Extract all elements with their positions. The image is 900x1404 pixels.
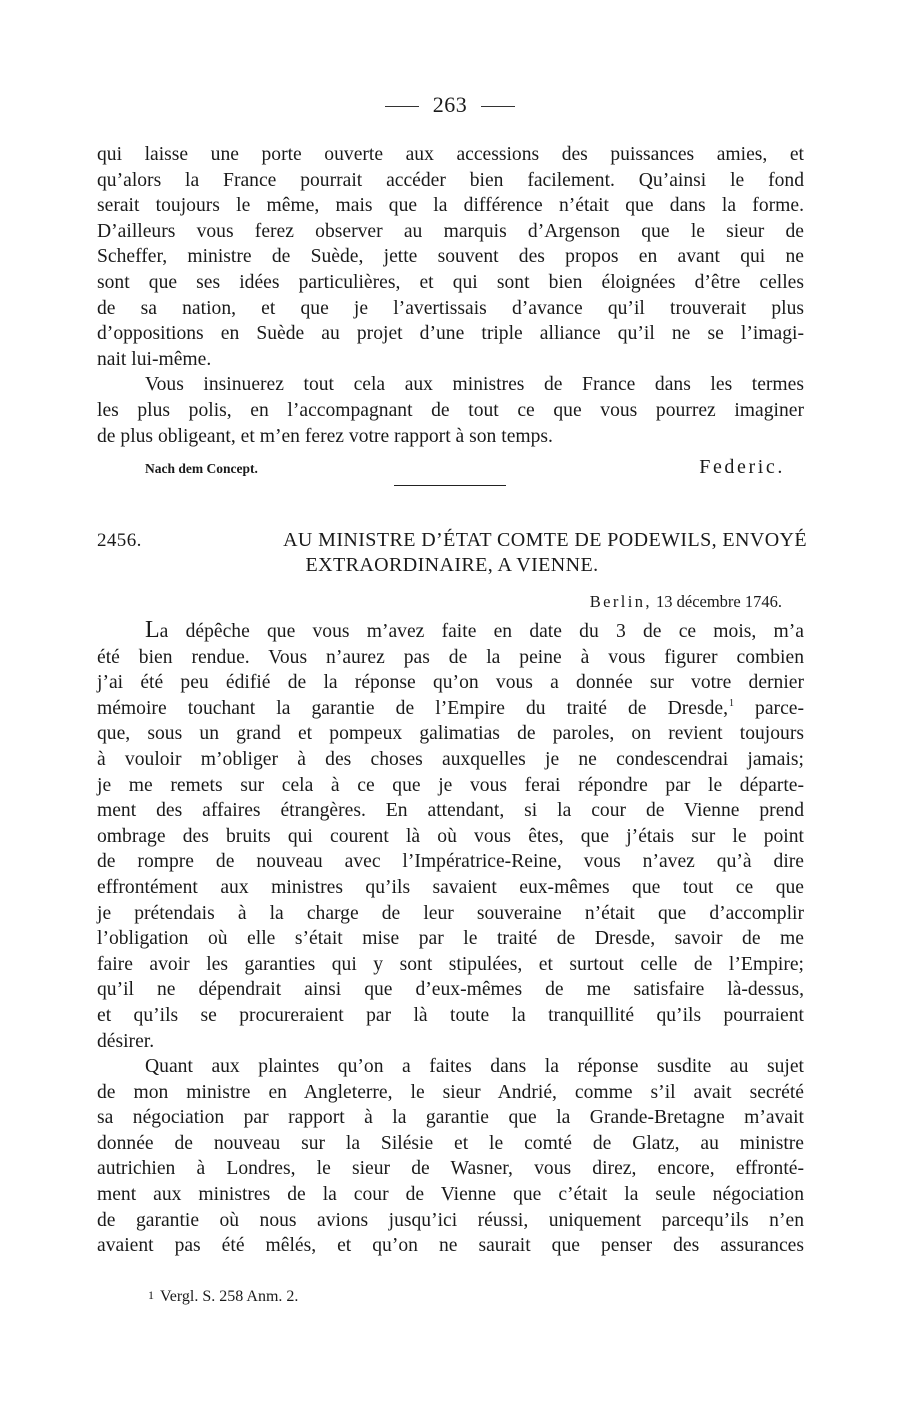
text-line: serait toujours le même, mais que la différence n’était que dans la forme. [97,195,804,217]
text-line: désirer. [97,1030,155,1052]
text-line: de sa nation, et que je l’avertissais d’avance qu’il trouverait plus [97,297,804,319]
letter-heading [97,528,807,578]
dateline-place: Berlin, [589,592,652,611]
dateline [590,592,782,612]
letter-number: 2456. [97,530,142,551]
text-line [97,696,804,722]
text-line: de rompre de nouveau avec l’Impératrice-Reine, vous n’avez qu’à dire [97,851,804,873]
text-line: autrichien à Londres, le sieur de Wasner, vous direz, encore, effronté- [97,1158,804,1180]
text-line: d’oppositions en Suède au projet d’une triple alliance qu’il ne se l’imagi- [97,323,804,345]
text-line: je me remets sur cela à ce que je vous ferai répondre par le départe- [97,774,804,796]
heading-line-1 [97,528,807,553]
text-line: été bien rendue. Vous n’aurez pas de la peine à vous figurer combien [97,646,804,668]
text-line: l’obligation où elle s’était mise par le traité de Dresde, savoir de me [97,928,804,950]
header-dash-right [481,106,515,107]
text-line: qu’alors la France pourrait accéder bien facilement. Qu’ainsi le fond [97,169,804,191]
text-line: donnée de nouveau sur la Silésie et le comté de Glatz, au ministre [97,1132,804,1154]
signature: Federic. [699,456,785,478]
text-line: de mon ministre en Angleterre, le sieur Andrié, comme s’il avait secrété [97,1081,804,1103]
text-line: que, sous un grand et pompeux galimatias de paroles, on revient toujours [97,723,804,745]
footnote [148,1288,298,1306]
source-note: Nach dem Concept. [145,461,258,476]
text-line: effrontément aux ministres qu’ils savaient eux-mêmes que tout ce que [97,876,804,898]
text-line: de plus obligeant, et m’en ferez votre rapport à son temps. [97,425,553,447]
text-line: Scheffer, ministre de Suède, jette souvent des propos en avant qui ne [97,246,804,268]
text-line: D’ailleurs vous ferez observer au marquis d’Argenson que le sieur de [97,220,804,242]
text-line: ment des affaires étrangères. En attendant, si la cour de Vienne prend [97,800,804,822]
text-line: je prétendais à la charge de leur souveraine n’était que d’accomplir [97,902,804,924]
heading-title: AU MINISTRE D’ÉTAT COMTE DE PODEWILS, ENVOYÉ [283,529,807,551]
text-line: ombrage des bruits qui courent là où vous êtes, que j’étais sur le point [97,825,804,847]
page-header [0,92,900,118]
text-line: sont que ses idées particulières, et qui sont bien éloignées d’être celles [97,271,804,293]
text-line: qui laisse une porte ouverte aux accessions des puissances amies, et [97,144,804,165]
text-line: et qu’ils se procureraient par là toute la tranquillité qu’ils pourraient [97,1004,804,1026]
text-line: sa négociation par rapport à la garantie que la Grande-Bretagne m’avait [97,1107,804,1129]
text-line: avaient pas été mêlés, et qu’on ne saurait que penser des assurances [97,1235,804,1257]
text-line: qu’il ne dépendrait ainsi que d’eux-mêmes de me satisfaire là-dessus, [97,979,804,1001]
text-fragment: a dépêche que vous m’avez faite en date du 3 de ce mois, m’a [159,621,804,642]
text-fragment: mémoire touchant la garantie de l’Empire du traité de Dresde, [97,697,728,719]
drop-cap: L [145,617,160,643]
text-line: Vous insinuerez tout cela aux ministres de France dans les termes [145,374,804,396]
text-fragment: parce- [733,697,804,719]
page-number: 263 [432,92,468,117]
text-line: les plus polis, en l’accompagnant de tout ce que vous pourrez imaginer [97,399,804,421]
header-dash-left [385,106,419,107]
text-line: faire avoir les garanties qui y sont stipulées, et surtout celle de l’Empire; [97,953,804,975]
footnote-reference: 1 [728,698,734,710]
text-line: j’ai été peu édifié de la réponse qu’on vous a donnée sur votre dernier [97,672,804,694]
dateline-date: 13 décembre 1746. [656,592,782,611]
text-line: à vouloir m’obliger à des choses auxquelles je ne condescendrai jamais; [97,748,804,770]
continuation-text [97,142,804,449]
text-line [97,618,804,645]
footnote-mark: 1 [148,1288,154,1302]
text-line: ment aux ministres de la cour de Vienne que c’était la seule négociation [97,1184,804,1206]
text-line: nait lui-même. [97,348,212,370]
heading-line-2: EXTRAORDINAIRE, A VIENNE. [305,554,599,576]
text-line: de garantie où nous avions jusqu’ici réussi, uniquement parcequ’ils n’en [97,1209,804,1231]
footnote-text: Vergl. S. 258 Anm. 2. [160,1288,299,1305]
text-line: Quant aux plaintes qu’on a faites dans la réponse susdite au sujet [145,1056,804,1078]
letter-body [97,618,804,1259]
section-divider [394,485,506,486]
